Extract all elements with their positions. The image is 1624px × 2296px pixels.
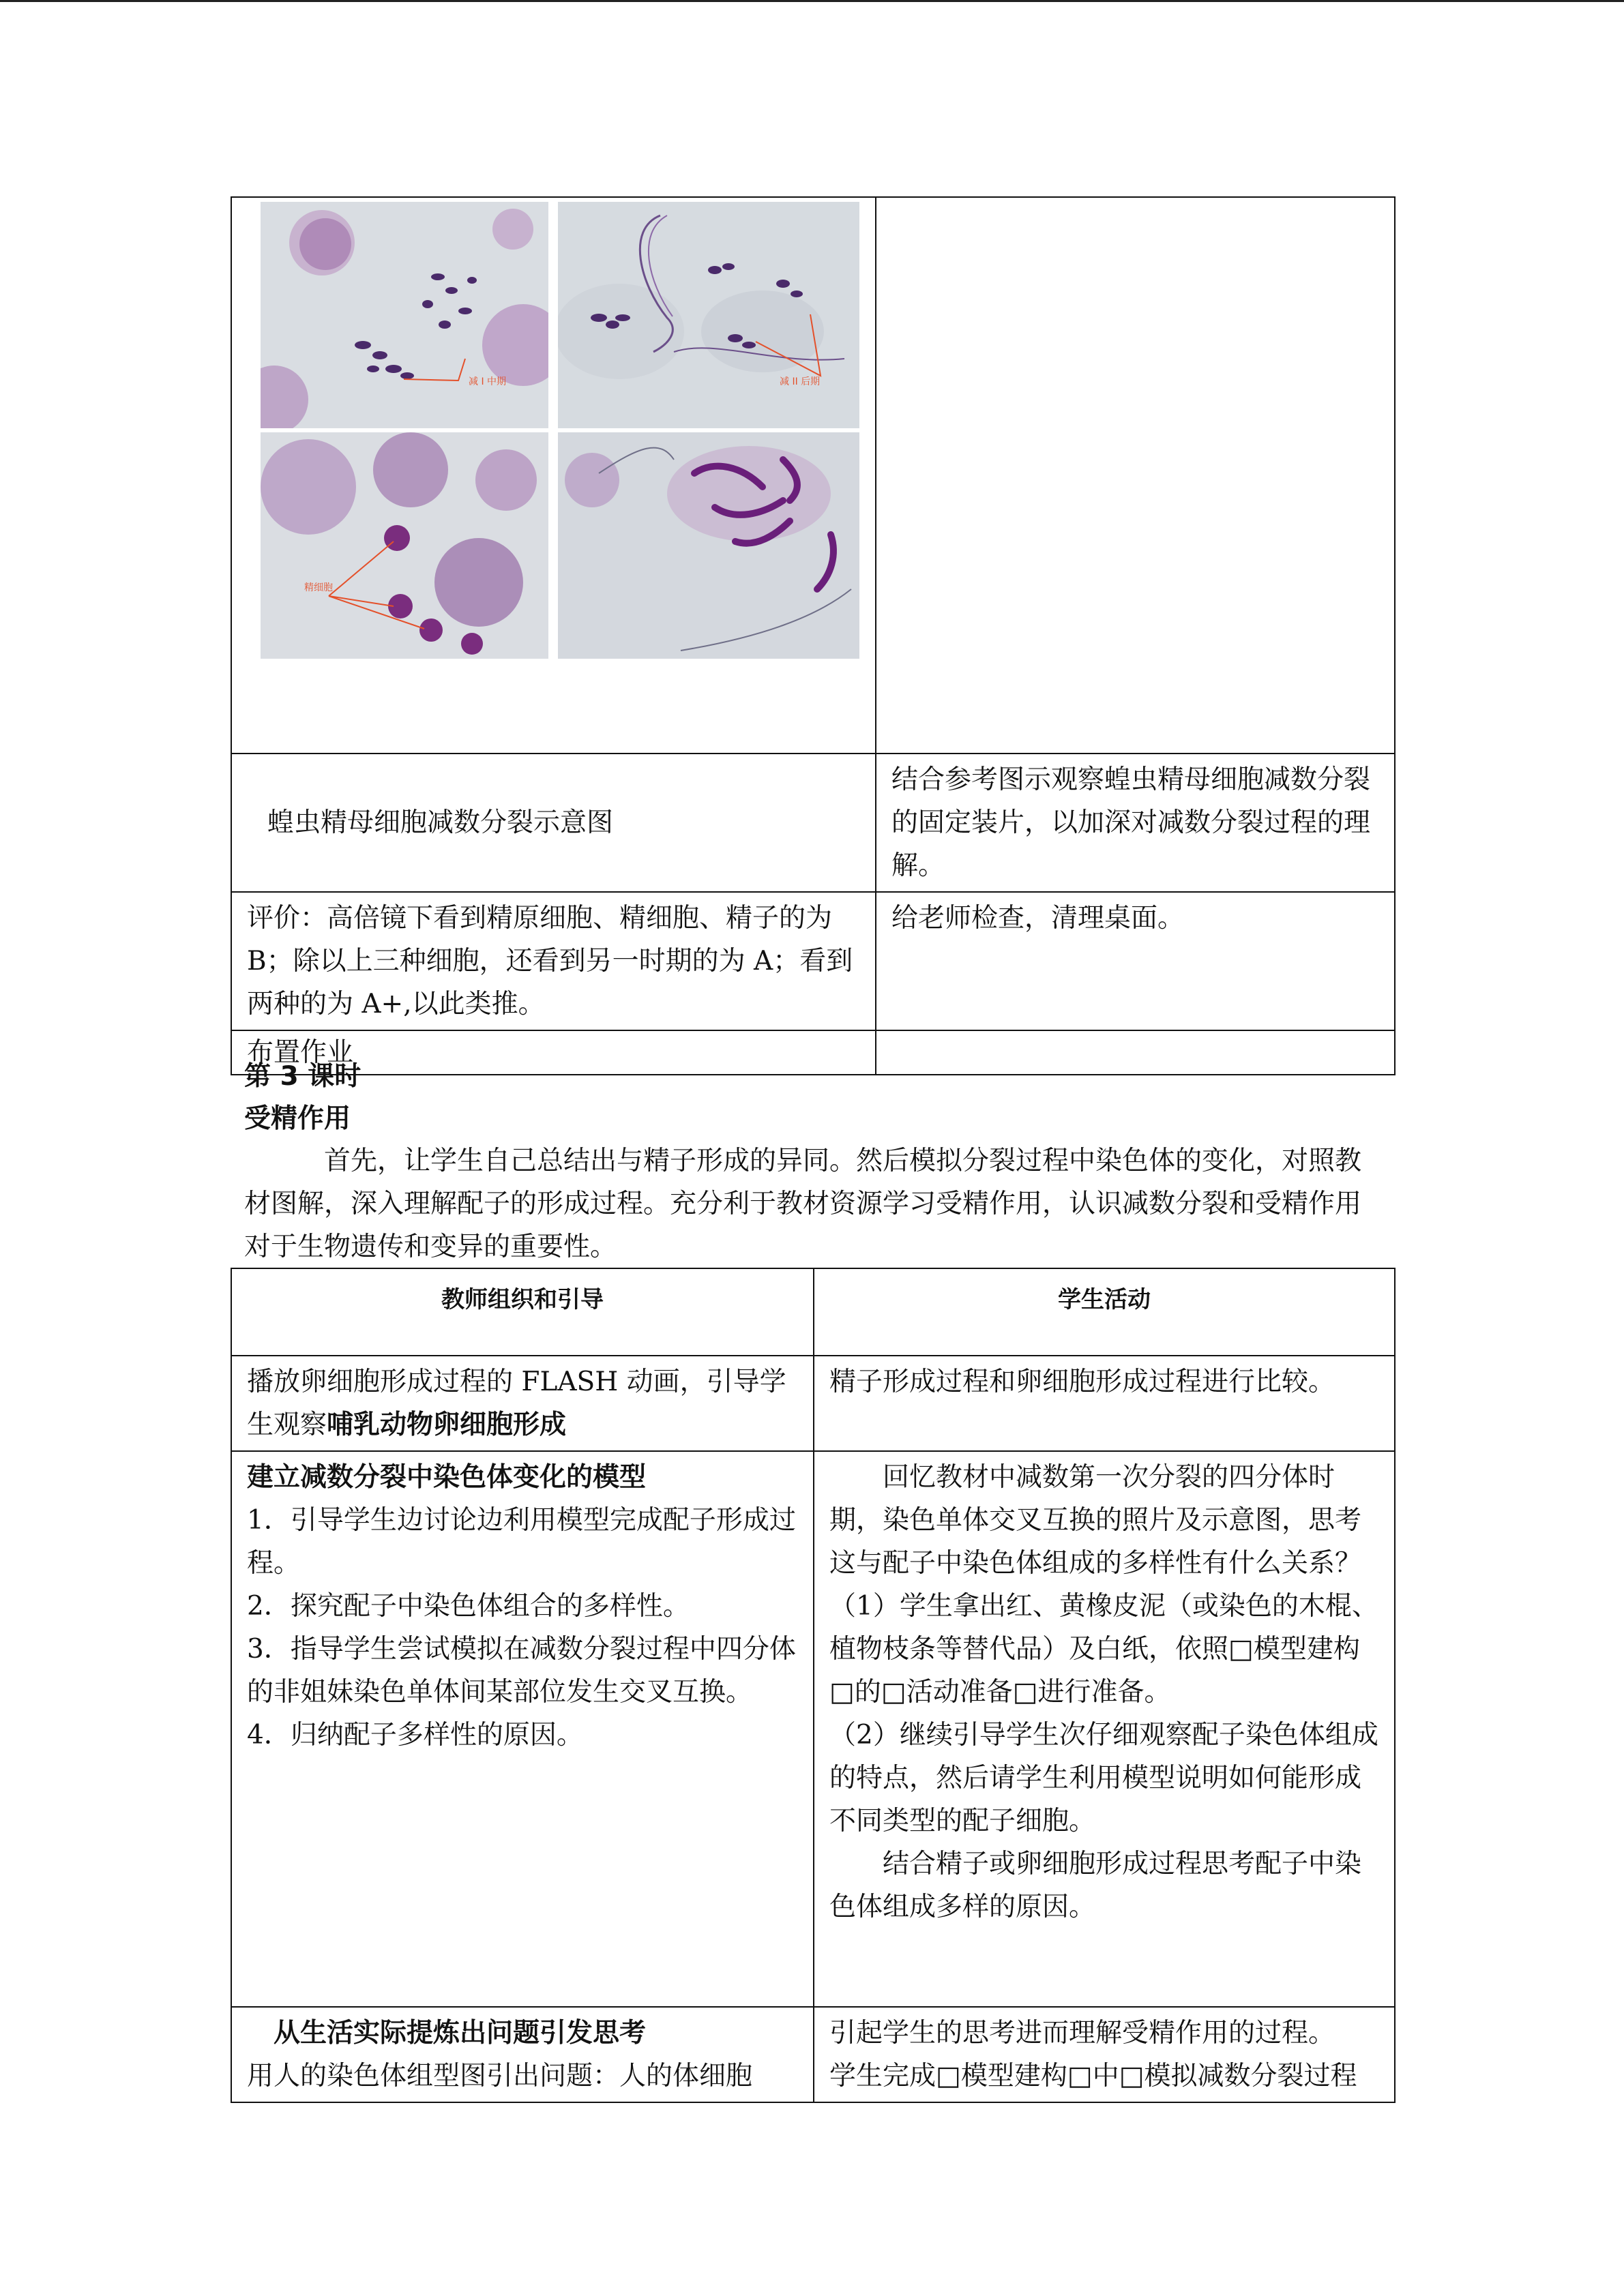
micrograph-sperm	[558, 432, 859, 659]
model-item-3: 3．指导学生尝试模拟在减数分裂过程中四分体的非姐妹染色单体间某部位发生交叉互换。	[247, 1634, 796, 1708]
micrograph-anaphase-ii	[558, 202, 859, 428]
conclusion-paragraph: 结合精子或卵细胞形成过程思考配子中染色体组成多样的原因。	[829, 1849, 1362, 1922]
flash-text: 播放卵细胞形成过程的 FLASH 动画，引导学生观察	[247, 1367, 786, 1440]
fertilization-text-2: 学生完成□模型建构□中□模拟减数分裂过程	[829, 2061, 1357, 2091]
real-life-text: 用人的染色体组型图引出问题：人的体细胞	[247, 2061, 753, 2091]
step-2-paragraph: （2）继续引导学生次仔细观察配子染色体组成的特点，然后请学生利用模型说明如何能形成不同类型的配子细胞。	[829, 1720, 1378, 1836]
label-metaphase-i: 减 I 中期	[469, 376, 507, 387]
header-student: 学生活动	[814, 1268, 1395, 1356]
student-model-cell	[814, 1451, 1395, 2007]
compare-cell: 精子形成过程和卵细胞形成过程进行比较。	[814, 1356, 1395, 1451]
flash-animation-cell	[231, 1356, 814, 1451]
header-teacher: 教师组织和引导	[231, 1268, 814, 1356]
model-item-4: 4．归纳配子多样性的原因。	[247, 1720, 583, 1750]
model-item-1: 1．引导学生边讨论边利用模型完成配子形成过程。	[247, 1505, 796, 1579]
model-title: 建立减数分裂中染色体变化的模型	[247, 1462, 647, 1493]
page-top-border	[0, 0, 1624, 2]
recall-paragraph: 回忆教材中减数第一次分裂的四分体时期，染色单体交叉互换的照片及示意图，思考这与配子中染色体组成的多样性有什么关系？	[829, 1462, 1362, 1579]
real-life-title: 从生活实际提炼出问题引发思考	[274, 2018, 647, 2048]
homework-right-cell	[876, 1030, 1395, 1075]
fertilization-cell	[814, 2007, 1395, 2102]
caption-right-cell: 结合参考图示观察蝗虫精母细胞减数分裂的固定装片，以加深对减数分裂过程的理解。	[876, 754, 1395, 892]
teaching-table	[231, 1268, 1396, 2103]
intro-paragraph: 首先，让学生自己总结出与精子形成的异同。然后模拟分裂过程中染色体的变化，对照教材图解，深入理解配子的形成过程。充分利于教材资源学习受精作用，认识减数分裂和受精作用对于生物遗传和变异的重要性。	[244, 1146, 1362, 1262]
micrograph-metaphase-i	[261, 202, 548, 428]
label-spermatids: 精细胞	[304, 582, 333, 593]
lesson-heading: 第 3 课时	[244, 1061, 361, 1092]
real-life-cell	[231, 2007, 814, 2102]
image-caption: 蝗虫精母细胞减数分裂示意图	[267, 807, 614, 838]
micrograph-spermatids	[261, 432, 548, 659]
step-1-paragraph: （1）学生拿出红、黄橡皮泥（或染色的木棍、植物枝条等替代品）及白纸，依照□模型建构□的□活动准备□进行准备。	[829, 1591, 1378, 1708]
flash-bold-text: 哺乳动物卵细胞形成	[327, 1410, 567, 1440]
cleanup-cell: 给老师检查，清理桌面。	[876, 892, 1395, 1030]
fertilization-text-1: 引起学生的思考进而理解受精作用的过程。	[829, 2018, 1335, 2048]
homework-cell: 布置作业	[231, 1030, 876, 1075]
evaluation-cell: 评价：高倍镜下看到精原细胞、精细胞、精子的为 B；除以上三种细胞，还看到另一时期的为 A；看到两种的为 A+,以此类推。	[231, 892, 876, 1030]
label-anaphase-ii: 减 II 后期	[780, 376, 821, 387]
empty-cell	[876, 197, 1395, 754]
topic-heading: 受精作用	[244, 1103, 351, 1134]
caption-cell	[231, 754, 876, 892]
model-building-cell	[231, 1451, 814, 2007]
model-item-2: 2．探究配子中染色体组合的多样性。	[247, 1591, 690, 1622]
